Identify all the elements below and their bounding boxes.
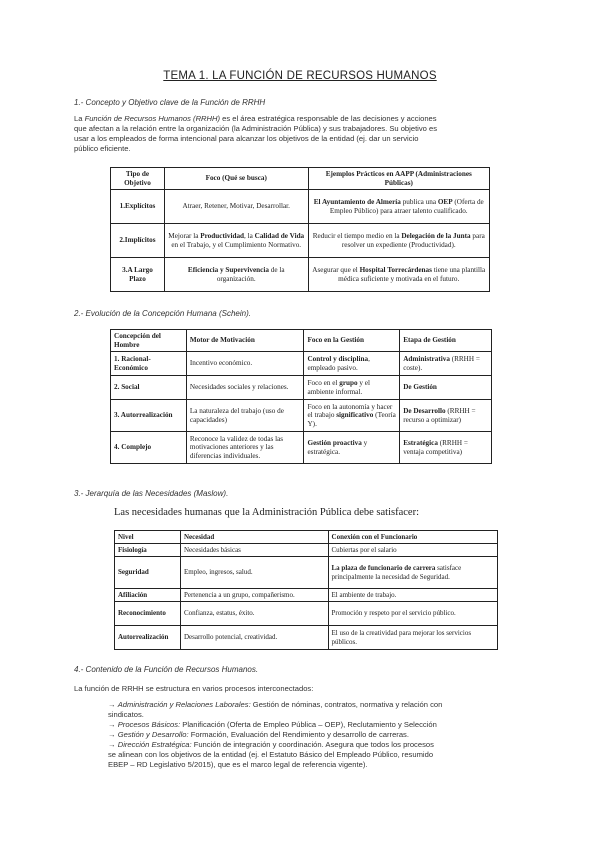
table-row: Reconocimiento Confianza, estatus, éxito. Promoción y respeto por el servicio público. (115, 602, 498, 626)
arrow-icon: → (108, 740, 116, 749)
header-cell: Nivel (115, 531, 181, 544)
header-cell: Ejemplos Prácticos en AAPP (Administraciones Públicas) (308, 168, 489, 190)
table-row: Afiliación Pertenencia a un grupo, compañerismo. El ambiente de trabajo. (115, 589, 498, 602)
table-row: Autorrealización Desarrollo potencial, creatividad. El uso de la creatividad para mejorar los servicios públicos. (115, 626, 498, 650)
table-row: 3.A Largo Plazo Eficiencia y Supervivencia de la organización. Asegurar que el Hospital Torrecárdenas tiene una plantilla médica suficiente y motivada en el futuro. (111, 258, 490, 292)
header-cell: Motor de Motivación (186, 330, 304, 352)
arrow-icon: → (108, 720, 116, 729)
objectives-table (110, 167, 490, 292)
rrhh-process-list: → Administración y Relaciones Laborales: Gestión de nóminas, contratos, normativa y relación con sindicatos. → Procesos Básicos: Planificación (Oferta de Empleo Pública – OEP), Reclutamiento y Selección → Gestión y Desarrollo: Formación, Evaluación del Rendimiento y desarrollo de carreras. → Dirección Estratégica: Función de integración y coordinación. Asegura que todos los procesos se alinean con los objetivos de la entidad (ej. el Estatuto Básico del Empleado Público, resumido EBEP – RD Legislativo 5/2015), que es el marco legal de referencia vigente). (108, 700, 528, 770)
table-row: 1.Explícitos Atraer, Retener, Motivar, Desarrollar. El Ayuntamiento de Almería publica una OEP (Oferta de Empleo Público) para atraer talento cualificado. (111, 190, 490, 224)
section-1-paragraph: La Función de Recursos Humanos (RRHH) es el área estratégica responsable de las decisiones y acciones que afectan a la relación entre la organización (la Administración Pública) y sus trabajadores. Su objetivo es usar a los empleados de forma intencional para alcanzar los objetivos de la entidad (ej. dar un servicio público eficiente. (74, 114, 438, 153)
table-row: 3. Autorrealización La naturaleza del trabajo (uso de capacidades) Foco en la autonomía y hacer el trabajo significativo (Teoría Y). De Desarrollo (RRHH = recurso a optimizar) (111, 400, 492, 432)
section-1-heading: 1.- Concepto y Objetivo clave de la Función de RRHH (74, 98, 266, 107)
list-item: → Procesos Básicos: Planificación (Oferta de Empleo Pública – OEP), Reclutamiento y Selección (108, 720, 437, 729)
header-cell: Foco (Qué se busca) (164, 168, 308, 190)
table-row: 4. Complejo Reconoce la validez de todas las motivaciones anteriores y las diferencias individuales. Gestión proactiva y estratégica. Estratégica (RRHH = ventaja competitiva) (111, 432, 492, 464)
header-cell: Concepción del Hombre (111, 330, 187, 352)
header-cell: Necesidad (180, 531, 328, 544)
page-title: TEMA 1. LA FUNCIÓN DE RECURSOS HUMANOS (163, 70, 437, 82)
table-row: Fisiología Necesidades básicas Cubiertas por el salario (115, 544, 498, 557)
table-row: 1. Racional-Económico Incentivo económico. Control y disciplina, empleado pasivo. Administrativa (RRHH = coste). (111, 352, 492, 376)
maslow-table (114, 530, 498, 650)
maslow-subtitle: Las necesidades humanas que la Administración Pública debe satisfacer: (114, 507, 419, 518)
list-item: → Dirección Estratégica: Función de integración y coordinación. Asegura que todos los procesos (108, 740, 434, 749)
list-item: → Administración y Relaciones Laborales: Gestión de nóminas, contratos, normativa y relación con (108, 700, 443, 709)
header-cell: Etapa de Gestión (400, 330, 492, 352)
table-row: 2.Implícitos Mejorar la Productividad, la Calidad de Vida en el Trabajo, y el Cumplimiento Normativo. Reducir el tiempo medio en la Delegación de la Junta para resolver un expediente (Productividad). (111, 224, 490, 258)
list-item: → Gestión y Desarrollo: Formación, Evaluación del Rendimiento y desarrollo de carreras. (108, 730, 409, 739)
schein-table (110, 329, 492, 464)
header-cell: Foco en la Gestión (304, 330, 400, 352)
section-2-heading: 2.- Evolución de la Concepción Humana (Schein). (74, 309, 251, 318)
section-4-heading: 4.- Contenido de la Función de Recursos Humanos. (74, 665, 259, 674)
section-4-intro: La función de RRHH se estructura en varios procesos interconectados: (74, 684, 314, 693)
header-cell: Tipo de Objetivo (111, 168, 165, 190)
header-cell: Conexión con el Funcionario (328, 531, 497, 544)
table-row: Seguridad Empleo, ingresos, salud. La plaza de funcionario de carrera satisface principalmente la necesidad de Seguridad. (115, 557, 498, 589)
arrow-icon: → (108, 700, 116, 709)
table-row: 2. Social Necesidades sociales y relaciones. Foco en el grupo y el ambiente informal. De Gestión (111, 376, 492, 400)
arrow-icon: → (108, 730, 116, 739)
section-3-heading: 3.- Jerarquía de las Necesidades (Maslow). (74, 489, 229, 498)
